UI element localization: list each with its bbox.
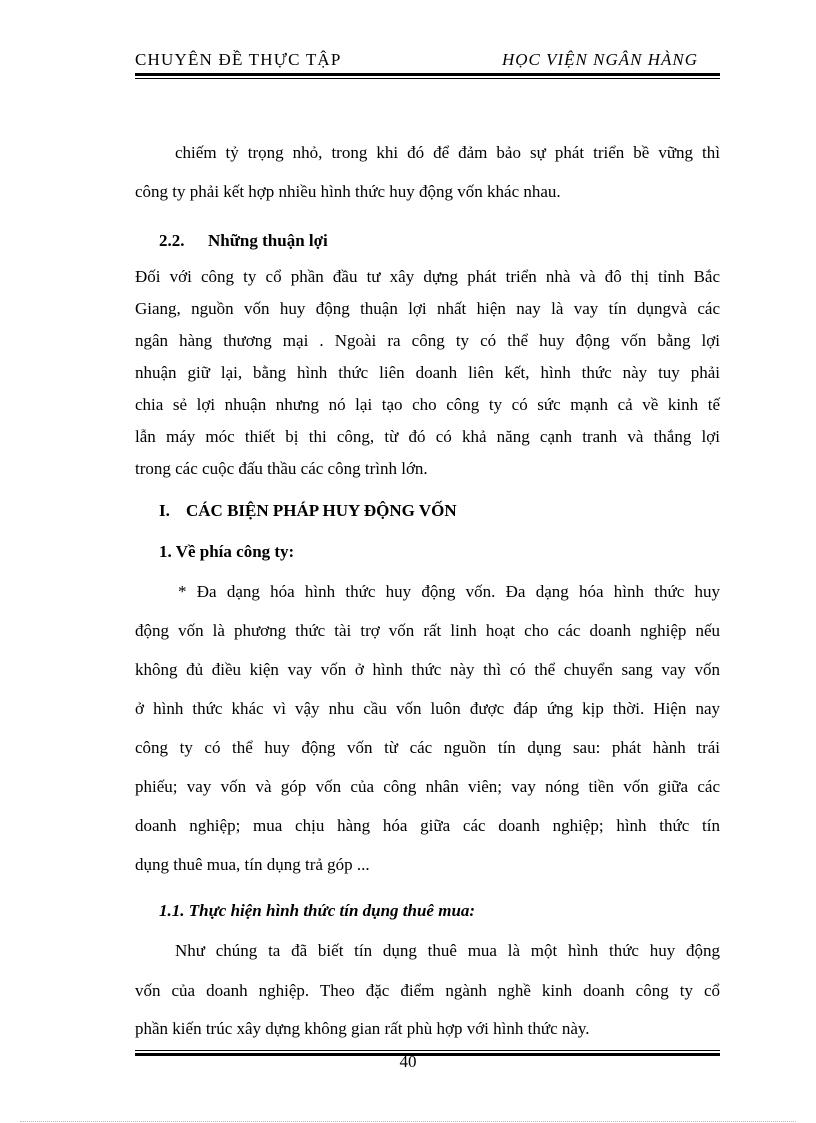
section-I-number: I. bbox=[159, 501, 170, 520]
section-1-line: không đủ điều kiện vay vốn ở hình thức này thì có thể chuyển sang vay vốn bbox=[135, 660, 720, 679]
section-2-2-line: chia sẻ lợi nhuận nhưng nó lại tạo cho công ty có sức mạnh cả về kinh tế bbox=[135, 395, 720, 414]
footer-rule-thin bbox=[135, 1050, 720, 1051]
section-2-2-line: lẫn máy móc thiết bị thi công, từ đó có khả năng cạnh tranh và thắng lợi bbox=[135, 427, 720, 446]
intro-line-1: chiếm tỷ trọng nhỏ, trong khi đó để đảm bảo sự phát triển bề vững thì bbox=[175, 143, 720, 162]
header-right-title: HỌC VIỆN NGÂN HÀNG bbox=[501, 50, 698, 69]
section-1-line: doanh nghiệp; mua chịu hàng hóa giữa các doanh nghiệp; hình thức tín bbox=[135, 816, 720, 835]
section-1-line: dụng thuê mua, tín dụng trả góp ... bbox=[135, 855, 370, 874]
section-1-1-line: Như chúng ta đã biết tín dụng thuê mua là một hình thức huy động bbox=[175, 941, 720, 960]
header-rule-thick bbox=[135, 73, 720, 76]
page-number: 40 bbox=[399, 1052, 417, 1071]
page-edge-divider bbox=[20, 1121, 796, 1122]
section-1-line: động vốn là phương thức tài trợ vốn rất linh hoạt cho các doanh nghiệp nếu bbox=[135, 621, 720, 640]
section-2-2-number: 2.2. bbox=[159, 231, 185, 250]
section-2-2-line: nhuận giữ lại, bằng hình thức liên doanh liên kết, hình thức này tuy phải bbox=[135, 363, 720, 382]
section-1-1-title: 1.1. Thực hiện hình thức tín dụng thuê mua: bbox=[159, 901, 476, 920]
section-1-line: công ty có thể huy động vốn từ các nguồn tín dụng sau: phát hành trái bbox=[135, 738, 720, 757]
section-1-1-line: phần kiến trúc xây dựng không gian rất phù hợp với hình thức này. bbox=[135, 1019, 590, 1038]
section-I-title: CÁC BIỆN PHÁP HUY ĐỘNG VỐN bbox=[186, 501, 457, 520]
section-2-2-line: trong các cuộc đấu thầu các công trình lớn. bbox=[135, 459, 428, 478]
section-1-title: 1. Về phía công ty: bbox=[159, 542, 295, 561]
section-2-2-line: Giang, nguồn vốn huy động thuận lợi nhất hiện nay là vay tín dụngvà các bbox=[135, 299, 720, 318]
section-2-2-line: Đối với công ty cổ phần đầu tư xây dựng phát triển nhà và đô thị tỉnh Bắc bbox=[135, 267, 720, 286]
section-1-line: ở hình thức khác vì vậy nhu cầu vốn luôn được đáp ứng kịp thời. Hiện nay bbox=[135, 699, 720, 718]
header-left-title: CHUYÊN ĐỀ THỰC TẬP bbox=[135, 50, 342, 69]
section-1-1-line: vốn của doanh nghiệp. Theo đặc điểm ngành nghề kinh doanh công ty cổ bbox=[135, 981, 720, 1000]
section-1-line: phiếu; vay vốn và góp vốn của công nhân viên; vay nóng tiền vốn giữa các bbox=[135, 777, 720, 796]
section-2-2-title: Những thuận lợi bbox=[208, 231, 328, 250]
page-header bbox=[135, 48, 720, 72]
section-2-2-line: ngân hàng thương mại . Ngoài ra công ty có thể huy động vốn bằng lợi bbox=[135, 331, 720, 350]
intro-line-2: công ty phải kết hợp nhiều hình thức huy động vốn khác nhau. bbox=[135, 182, 561, 201]
section-1-line: * Đa dạng hóa hình thức huy động vốn. Đa dạng hóa hình thức huy bbox=[178, 582, 720, 601]
header-rule-thin bbox=[135, 78, 720, 79]
